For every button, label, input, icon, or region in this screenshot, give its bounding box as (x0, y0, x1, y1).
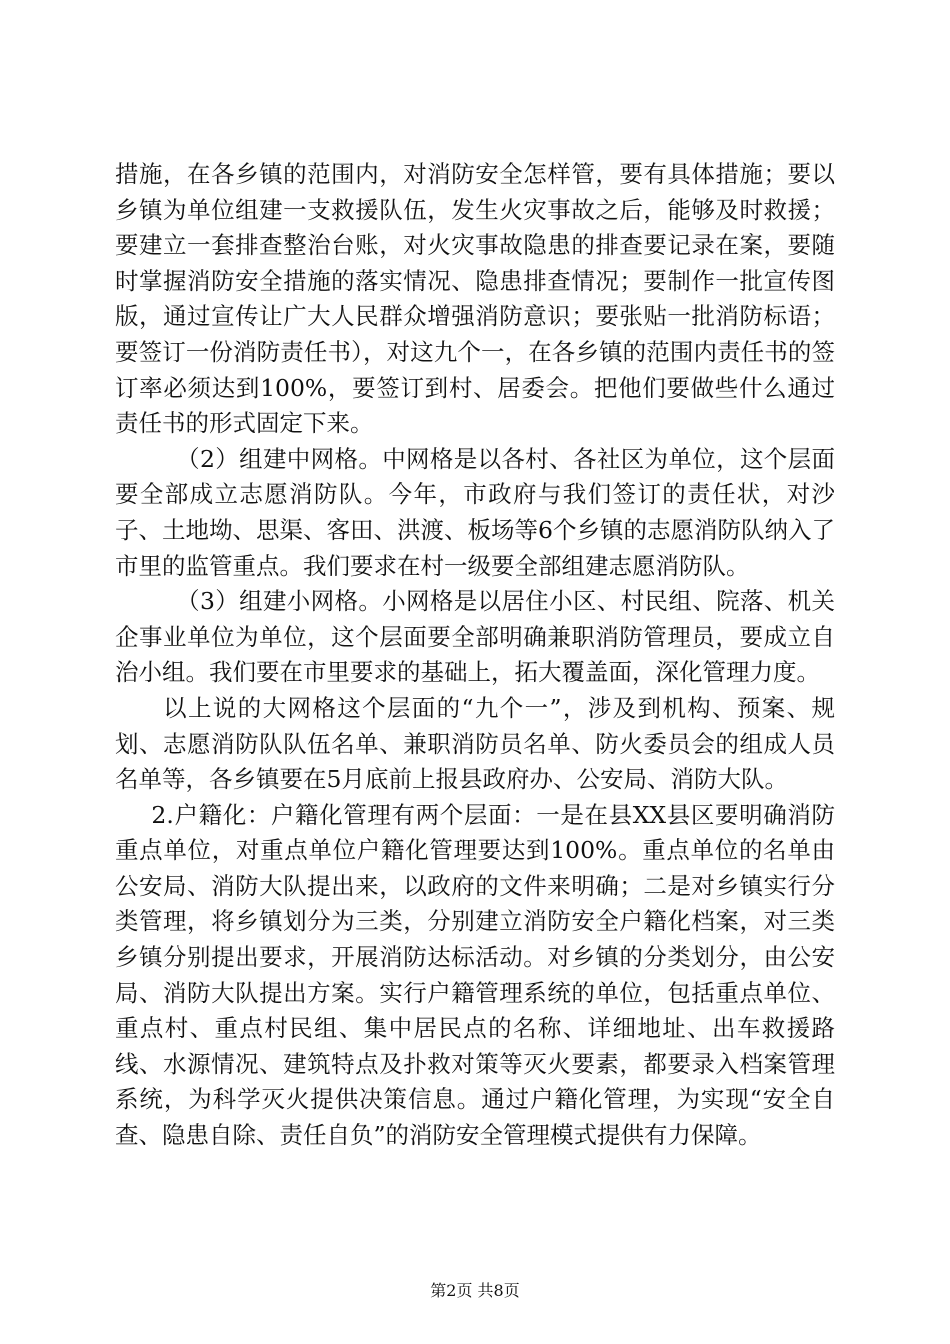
paragraph-summary: 以上说的大网格这个层面的“九个一”，涉及到机构、预案、规划、志愿消防队队伍名单、兼职消防员名单、防火委员会的组成人员名单等，各乡镇要在5月底前上报县政府办、公安局、消防大队。 (115, 693, 835, 794)
paragraph-household-registration: 2.户籍化：户籍化管理有两个层面：一是在县XX县区要明确消防重点单位，对重点单位户籍化管理要达到100%。重点单位的名单由公安局、消防大队提出来，以政府的文件来明确；二是对乡镇实行分类管理，将乡镇划分为三类，分别建立消防安全户籍化档案，对三类乡镇分别提出要求，开展消防达标活动。对乡镇的分类划分，由公安局、消防大队提出方案。实行户籍管理系统的单位，包括重点单位、重点村、重点村民组、集中居民点的名称、详细地址、出车救援路线、水源情况、建筑特点及扑救对策等灭火要素，都要录入档案管理系统，为科学灭火提供决策信息。通过户籍化管理，为实现“安全自查、隐患自除、责任自负”的消防安全管理模式提供有力保障。 (115, 800, 835, 1150)
document-page (115, 157, 835, 1154)
paragraph-middle-grid: （2）组建中网格。中网格是以各村、各社区为单位，这个层面要全部成立志愿消防队。今年，市政府与我们签订的责任状，对沙子、土地坳、思渠、客田、洪渡、板场等6个乡镇的志愿消防队纳入了市里的监管重点。我们要求在村一级要全部组建志愿消防队。 (115, 444, 835, 580)
paragraph-continuation: 措施，在各乡镇的范围内，对消防安全怎样管，要有具体措施；要以乡镇为单位组建一支救援队伍，发生火灾事故之后，能够及时救援；要建立一套排查整治台账，对火灾事故隐患的排查要记录在案，要随时掌握消防安全措施的落实情况、隐患排查情况；要制作一批宣传图版，通过宣传让广大人民群众增强消防意识；要张贴一批消防标语；要签订一份消防责任书），对这九个一，在各乡镇的范围内责任书的签订率必须达到100%，要签订到村、居委会。把他们要做些什么通过责任书的形式固定下来。 (115, 160, 835, 438)
paragraph-small-grid: （3）组建小网格。小网格是以居住小区、村民组、院落、机关企事业单位为单位，这个层面要全部明确兼职消防管理员，要成立自治小组。我们要在市里要求的基础上，拓大覆盖面，深化管理力度。 (115, 587, 835, 687)
page-number-footer: 第2页 共8页 (430, 1281, 520, 1300)
